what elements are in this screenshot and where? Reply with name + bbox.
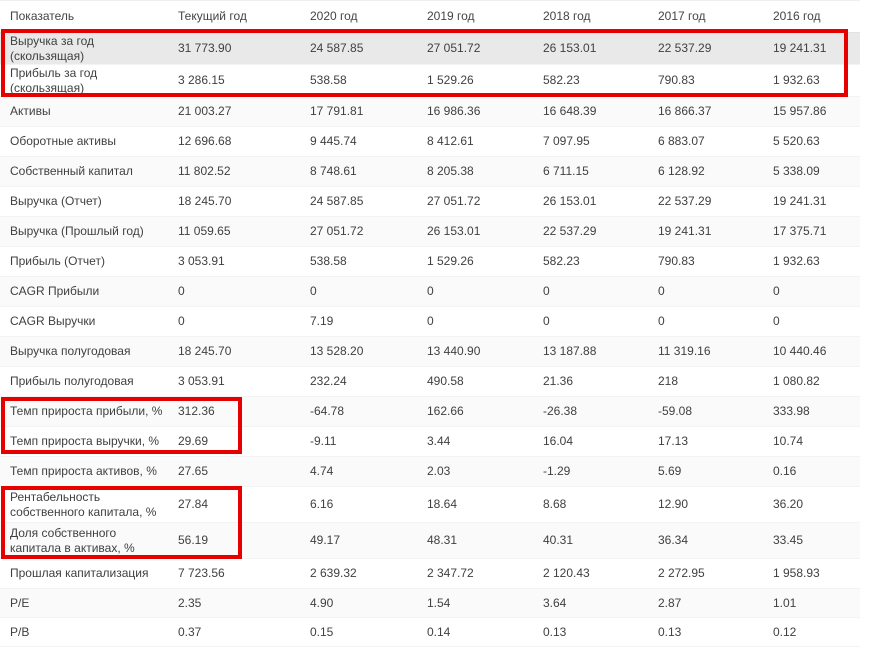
cell-value: 36.20 (773, 497, 804, 511)
column-header: 2018 год (543, 9, 591, 23)
cell-value: 1 529.26 (427, 73, 474, 87)
cell-value: 5 338.09 (773, 164, 820, 178)
cell-value: 2 347.72 (427, 566, 474, 580)
cell-value: 0.16 (773, 464, 797, 478)
table-row[interactable] (0, 337, 860, 367)
cell-value: 19 241.31 (773, 41, 827, 55)
column-header: 2019 год (427, 9, 475, 23)
cell-value: 218 (658, 374, 679, 388)
cell-value: 3 053.91 (178, 254, 225, 268)
cell-value: 9 445.74 (310, 134, 357, 148)
table-row[interactable] (0, 427, 860, 457)
table-body (0, 33, 860, 647)
cell-value: 3 286.15 (178, 73, 225, 87)
cell-value: 0.12 (773, 624, 797, 639)
cell-value: 27.84 (178, 497, 209, 511)
cell-value: 10.74 (773, 434, 804, 448)
cell-value: 4.90 (310, 595, 334, 610)
table-row[interactable] (0, 457, 860, 487)
cell-value: 18 245.70 (178, 344, 232, 358)
table-row[interactable] (0, 307, 860, 337)
cell-value: 1 932.63 (773, 73, 820, 87)
row-label: Рентабельность собственного капитала, % (10, 489, 157, 519)
cell-value: 27 051.72 (427, 41, 481, 55)
cell-value: 7 097.95 (543, 134, 590, 148)
cell-value: 490.58 (427, 374, 464, 388)
cell-value: 0.15 (310, 624, 334, 639)
cell-value: 2 272.95 (658, 566, 705, 580)
cell-value: 6.16 (310, 497, 334, 511)
cell-value: 538.58 (310, 73, 347, 87)
cell-value: 40.31 (543, 533, 574, 547)
cell-value: 16 866.37 (658, 104, 712, 118)
cell-value: 18 245.70 (178, 194, 232, 208)
cell-value: 1 958.93 (773, 566, 820, 580)
table-row[interactable] (0, 33, 860, 65)
cell-value: 6 128.92 (658, 164, 705, 178)
cell-value: 17.13 (658, 434, 689, 448)
cell-value: 11 059.65 (178, 224, 231, 238)
cell-value: 790.83 (658, 254, 695, 268)
cell-value: -1.29 (543, 464, 571, 478)
table-row[interactable] (0, 187, 860, 217)
row-label: Активы (10, 104, 51, 118)
table-row[interactable] (0, 127, 860, 157)
cell-value: 27 051.72 (310, 224, 364, 238)
row-label: CAGR Выручки (10, 314, 96, 328)
cell-value: 312.36 (178, 404, 215, 418)
cell-value: 333.98 (773, 404, 810, 418)
cell-value: 16 986.36 (427, 104, 481, 118)
column-header: 2017 год (658, 9, 706, 23)
table-row[interactable] (0, 157, 860, 187)
cell-value: 21 003.27 (178, 104, 232, 118)
cell-value: 790.83 (658, 73, 695, 87)
row-label: Выручка (Прошлый год) (10, 224, 144, 238)
cell-value: 29.69 (178, 434, 209, 448)
row-label: P/B (10, 624, 30, 639)
cell-value: 13 440.90 (427, 344, 481, 358)
cell-value: 1.54 (427, 595, 451, 610)
cell-value: 582.23 (543, 254, 580, 268)
cell-value: 2.35 (178, 595, 202, 610)
cell-value: 16.04 (543, 434, 574, 448)
cell-value: 538.58 (310, 254, 347, 268)
cell-value: 13 187.88 (543, 344, 597, 358)
cell-value: 12.90 (658, 497, 689, 511)
cell-value: 232.24 (310, 374, 347, 388)
cell-value: 12 696.68 (178, 134, 232, 148)
table-header-row (0, 0, 860, 33)
cell-value: -9.11 (310, 434, 337, 448)
row-label: Прибыль (Отчет) (10, 254, 105, 268)
row-label: Прошлая капитализация (10, 566, 149, 580)
cell-value: 26 153.01 (427, 224, 481, 238)
row-label: Прибыль полугодовая (10, 374, 134, 388)
table-row[interactable] (0, 523, 860, 559)
cell-value: 582.23 (543, 73, 580, 87)
row-label: Оборотные активы (10, 134, 116, 148)
cell-value: 5 520.63 (773, 134, 820, 148)
cell-value: 4.74 (310, 464, 334, 478)
row-label: Выручка (Отчет) (10, 194, 102, 208)
cell-value: 16 648.39 (543, 104, 597, 118)
cell-value: 0 (310, 284, 317, 298)
cell-value: 2.03 (427, 464, 451, 478)
table-row[interactable] (0, 618, 860, 647)
cell-value: 0 (178, 314, 185, 328)
cell-value: 2 639.32 (310, 566, 357, 580)
cell-value: 0.13 (658, 624, 682, 639)
cell-value: -26.38 (543, 404, 578, 418)
cell-value: 26 153.01 (543, 194, 597, 208)
cell-value: 48.31 (427, 533, 458, 547)
cell-value: 1 080.82 (773, 374, 820, 388)
cell-value: 0 (543, 314, 550, 328)
cell-value: 1 529.26 (427, 254, 474, 268)
cell-value: 3.64 (543, 595, 567, 610)
cell-value: 6 883.07 (658, 134, 705, 148)
row-label: Выручка за год (скользящая) (10, 33, 94, 63)
cell-value: 24 587.85 (310, 194, 364, 208)
table-row[interactable] (0, 97, 860, 127)
cell-value: 24 587.85 (310, 41, 364, 55)
cell-value: 19 241.31 (773, 194, 827, 208)
cell-value: 27 051.72 (427, 194, 481, 208)
cell-value: 0 (427, 314, 434, 328)
cell-value: -59.08 (658, 404, 693, 418)
column-header: 2020 год (310, 9, 358, 23)
cell-value: 31 773.90 (178, 41, 232, 55)
cell-value: 49.17 (310, 533, 341, 547)
cell-value: 17 791.81 (310, 104, 364, 118)
cell-value: 1 932.63 (773, 254, 820, 268)
cell-value: 0 (658, 284, 665, 298)
cell-value: 2.87 (658, 595, 682, 610)
cell-value: 27.65 (178, 464, 209, 478)
cell-value: 0.13 (543, 624, 567, 639)
cell-value: 19 241.31 (658, 224, 712, 238)
cell-value: 18.64 (427, 497, 458, 511)
cell-value: 3.44 (427, 434, 451, 448)
table-row[interactable] (0, 277, 860, 307)
table-row[interactable] (0, 367, 860, 397)
row-label: CAGR Прибыли (10, 284, 100, 298)
cell-value: 1.01 (773, 595, 797, 610)
cell-value: 26 153.01 (543, 41, 597, 55)
cell-value: 0 (543, 284, 550, 298)
cell-value: 8 205.38 (427, 164, 474, 178)
cell-value: 11 802.52 (178, 164, 231, 178)
row-label: Прибыль за год (скользящая) (10, 65, 98, 95)
cell-value: 6 711.15 (543, 164, 589, 178)
cell-value: 0 (773, 314, 780, 328)
row-label: Темп прироста активов, % (10, 464, 157, 478)
column-header: Текущий год (178, 9, 247, 23)
cell-value: 0 (658, 314, 665, 328)
cell-value: 11 319.16 (658, 344, 711, 358)
table-row[interactable] (0, 559, 860, 589)
cell-value: -64.78 (310, 404, 345, 418)
column-header: 2016 год (773, 9, 821, 23)
cell-value: 0 (178, 284, 185, 298)
table-row[interactable] (0, 487, 860, 523)
cell-value: 22 537.29 (658, 194, 712, 208)
row-label: Темп прироста прибыли, % (10, 404, 163, 418)
cell-value: 2 120.43 (543, 566, 590, 580)
cell-value: 7.19 (310, 314, 334, 328)
cell-value: 3 053.91 (178, 374, 225, 388)
table-row[interactable] (0, 217, 860, 247)
row-label: Темп прироста выручки, % (10, 434, 160, 448)
cell-value: 13 528.20 (310, 344, 364, 358)
cell-value: 36.34 (658, 533, 689, 547)
cell-value: 8.68 (543, 497, 567, 511)
cell-value: 33.45 (773, 533, 804, 547)
cell-value: 17 375.71 (773, 224, 827, 238)
row-label: Доля собственного капитала в активах, % (10, 525, 135, 555)
cell-value: 8 412.61 (427, 134, 474, 148)
cell-value: 0.37 (178, 624, 202, 639)
cell-value: 162.66 (427, 404, 464, 418)
cell-value: 22 537.29 (543, 224, 597, 238)
table-row[interactable] (0, 589, 860, 618)
cell-value: 21.36 (543, 374, 574, 388)
row-label: P/E (10, 595, 30, 610)
cell-value: 7 723.56 (178, 566, 225, 580)
table-row[interactable] (0, 397, 860, 427)
cell-value: 22 537.29 (658, 41, 712, 55)
cell-value: 10 440.46 (773, 344, 827, 358)
column-header: Показатель (10, 9, 75, 23)
cell-value: 0.14 (427, 624, 451, 639)
cell-value: 5.69 (658, 464, 682, 478)
row-label: Собственный капитал (10, 164, 133, 178)
row-label: Выручка полугодовая (10, 344, 131, 358)
table-row[interactable] (0, 65, 860, 97)
cell-value: 15 957.86 (773, 104, 827, 118)
table-row[interactable] (0, 247, 860, 277)
cell-value: 8 748.61 (310, 164, 357, 178)
cell-value: 56.19 (178, 533, 209, 547)
cell-value: 0 (427, 284, 434, 298)
cell-value: 0 (773, 284, 780, 298)
